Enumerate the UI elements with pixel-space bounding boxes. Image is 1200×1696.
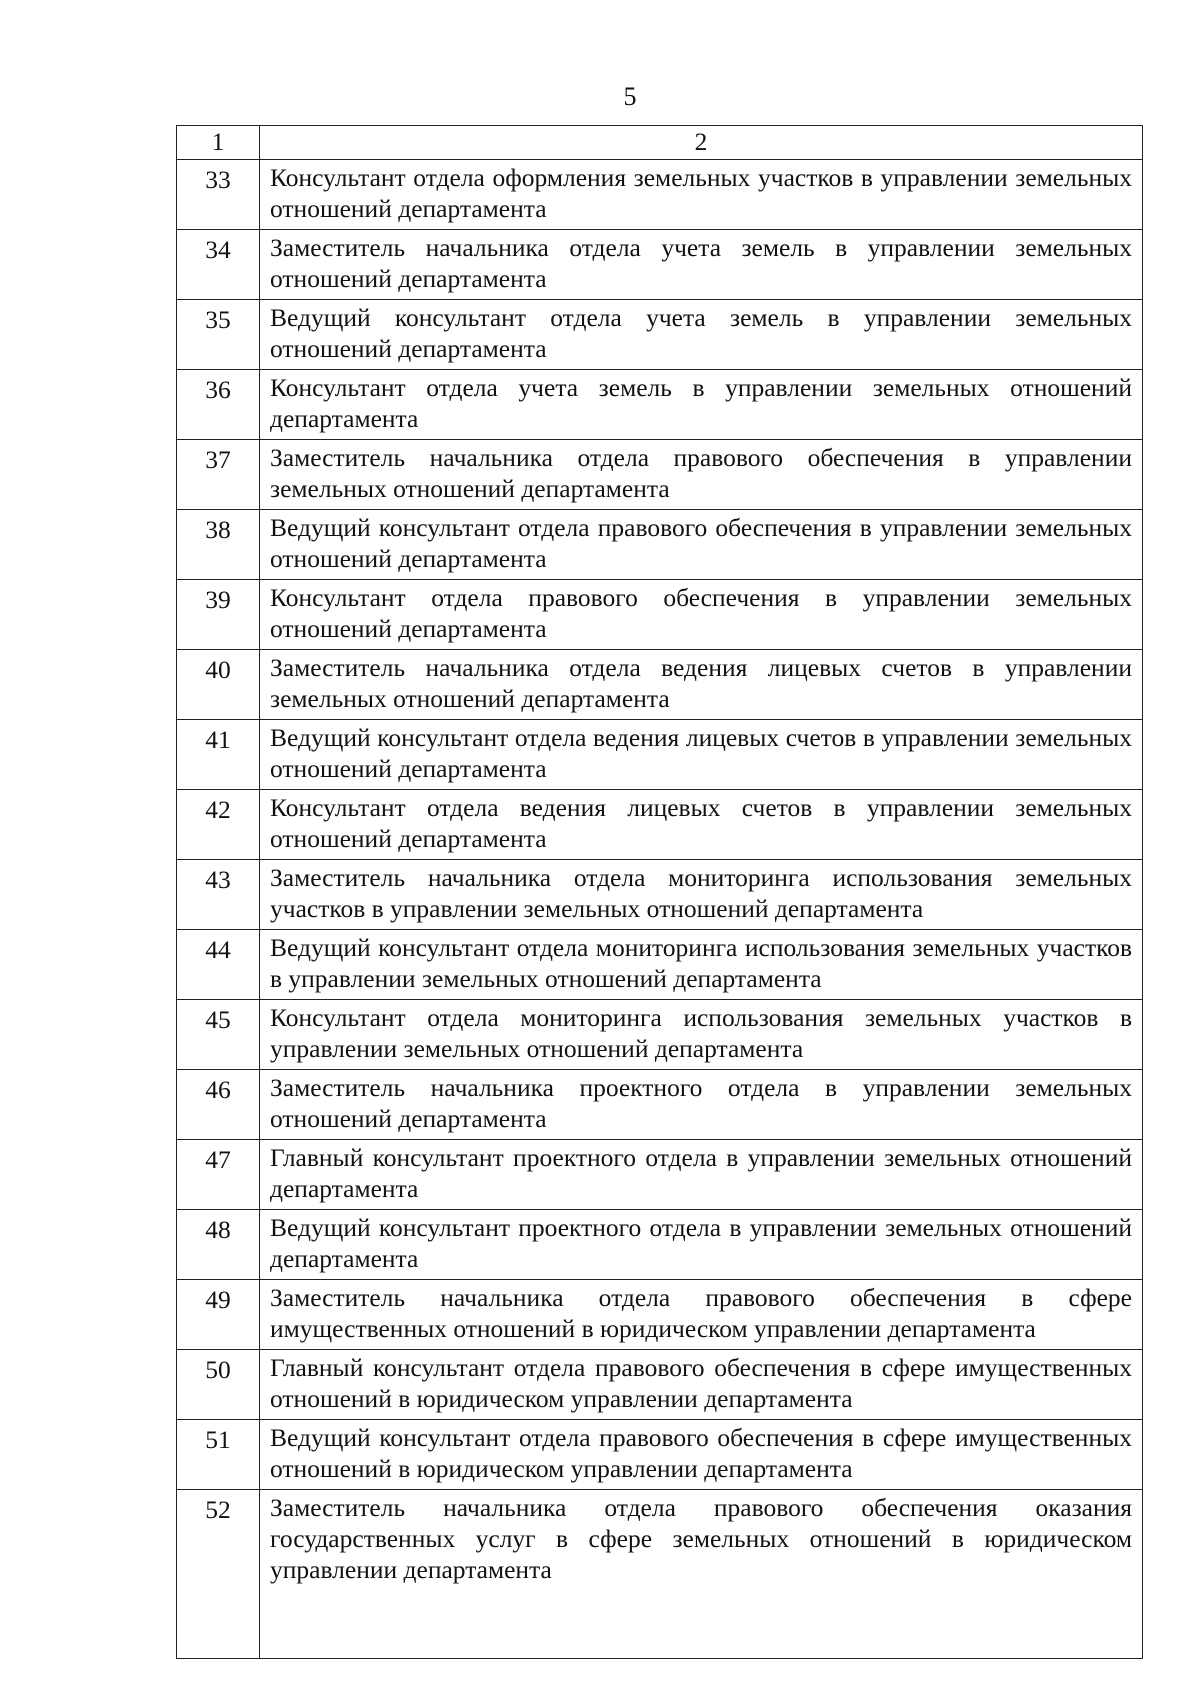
position-title-cell: Заместитель начальника проектного отдела в управлении земельных отношений департамента	[260, 1070, 1143, 1140]
row-number-cell: 38	[177, 510, 260, 580]
row-number-cell: 40	[177, 650, 260, 720]
table-header-row	[177, 126, 1143, 160]
row-number-cell: 52	[177, 1490, 260, 1659]
row-number-cell: 34	[177, 230, 260, 300]
table-row	[177, 860, 1143, 930]
table-row	[177, 650, 1143, 720]
table-row	[177, 1350, 1143, 1420]
table-row	[177, 1210, 1143, 1280]
table-row	[177, 1070, 1143, 1140]
position-title-cell: Ведущий консультант отдела правового обеспечения в сфере имущественных отношений в юридическом управлении департамента	[260, 1420, 1143, 1490]
position-title-cell: Ведущий консультант отдела учета земель в управлении земельных отношений департамента	[260, 300, 1143, 370]
row-number-cell: 45	[177, 1000, 260, 1070]
table-row	[177, 580, 1143, 650]
row-number-cell: 33	[177, 160, 260, 230]
row-number-cell: 48	[177, 1210, 260, 1280]
row-number-cell: 39	[177, 580, 260, 650]
table-row	[177, 160, 1143, 230]
header-cell-number: 1	[177, 126, 260, 160]
header-cell-position: 2	[260, 126, 1143, 160]
table-row	[177, 440, 1143, 510]
position-title-cell: Консультант отдела оформления земельных участков в управлении земельных отношений департамента	[260, 160, 1143, 230]
position-title-cell: Заместитель начальника отдела учета земель в управлении земельных отношений департамента	[260, 230, 1143, 300]
table-row	[177, 1420, 1143, 1490]
table-row	[177, 930, 1143, 1000]
position-title-cell: Заместитель начальника отдела правового обеспечения в управлении земельных отношений департамента	[260, 440, 1143, 510]
position-title-cell: Консультант отдела учета земель в управлении земельных отношений департамента	[260, 370, 1143, 440]
row-number-cell: 47	[177, 1140, 260, 1210]
row-number-cell: 49	[177, 1280, 260, 1350]
position-title-cell: Ведущий консультант отдела ведения лицевых счетов в управлении земельных отношений департамента	[260, 720, 1143, 790]
row-number-cell: 51	[177, 1420, 260, 1490]
row-number-cell: 42	[177, 790, 260, 860]
table-row	[177, 1280, 1143, 1350]
row-number-cell: 36	[177, 370, 260, 440]
row-number-cell: 46	[177, 1070, 260, 1140]
table-row	[177, 300, 1143, 370]
position-title-cell: Главный консультант отдела правового обеспечения в сфере имущественных отношений в юридическом управлении департамента	[260, 1350, 1143, 1420]
table-row	[177, 510, 1143, 580]
row-number-cell: 35	[177, 300, 260, 370]
position-title-cell: Ведущий консультант отдела мониторинга использования земельных участков в управлении земельных отношений департамента	[260, 930, 1143, 1000]
position-title-cell: Заместитель начальника отдела правового обеспечения оказания государственных услуг в сфере земельных отношений в юридическом управлении департамента	[260, 1490, 1143, 1659]
table-row	[177, 1140, 1143, 1210]
row-number-cell: 44	[177, 930, 260, 1000]
positions-table	[176, 125, 1143, 1659]
position-title-cell: Консультант отдела мониторинга использования земельных участков в управлении земельных отношений департамента	[260, 1000, 1143, 1070]
row-number-cell: 50	[177, 1350, 260, 1420]
position-title-cell: Заместитель начальника отдела правового обеспечения в сфере имущественных отношений в юридическом управлении департамента	[260, 1280, 1143, 1350]
table-body	[177, 126, 1143, 1659]
row-number-cell: 37	[177, 440, 260, 510]
page-number: 5	[623, 82, 637, 111]
position-title-cell: Ведущий консультант отдела правового обеспечения в управлении земельных отношений департамента	[260, 510, 1143, 580]
position-title-cell: Ведущий консультант проектного отдела в управлении земельных отношений департамента	[260, 1210, 1143, 1280]
table-row	[177, 230, 1143, 300]
table-row	[177, 720, 1143, 790]
row-number-cell: 43	[177, 860, 260, 930]
position-title-cell: Консультант отдела ведения лицевых счетов в управлении земельных отношений департамента	[260, 790, 1143, 860]
position-title-cell: Главный консультант проектного отдела в управлении земельных отношений департамента	[260, 1140, 1143, 1210]
table-row	[177, 1000, 1143, 1070]
row-number-cell: 41	[177, 720, 260, 790]
table-row	[177, 790, 1143, 860]
position-title-cell: Консультант отдела правового обеспечения в управлении земельных отношений департамента	[260, 580, 1143, 650]
table-row	[177, 370, 1143, 440]
table-row	[177, 1490, 1143, 1659]
position-title-cell: Заместитель начальника отдела ведения лицевых счетов в управлении земельных отношений департамента	[260, 650, 1143, 720]
position-title-cell: Заместитель начальника отдела мониторинга использования земельных участков в управлении земельных отношений департамента	[260, 860, 1143, 930]
